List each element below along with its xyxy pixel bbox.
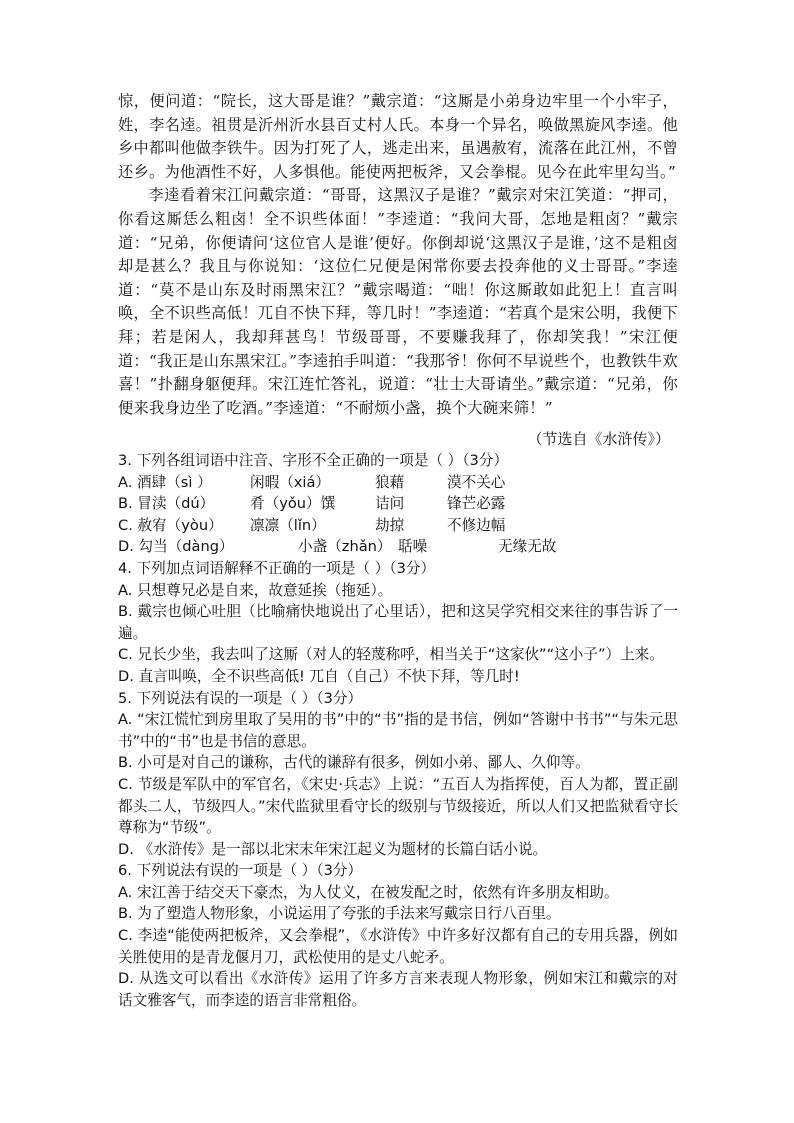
question-4-option-c: C. 兄长少坐，我去叫了这厮（对人的轻蔑称呼，相当关于“这家伙”“这小子”）上来。 [118, 646, 664, 664]
question-4-option-b: B. 戴宗也倾心吐胆（比喻痛快地说出了心里话），把和这吴学究相交来往的事告诉了一遍。 [118, 603, 678, 642]
question-5 [118, 688, 678, 861]
reading-passage [118, 90, 678, 420]
question-5-option-a: A. “宋江慌忙到房里取了吴用的书”中的“书”指的是书信，例如“答谢中书书”“与朱元思书”中的“书”也是书信的意思。 [118, 711, 678, 750]
question-4-option-a: A. 只想尊兄必是自来，故意延挨（拖延）。 [118, 581, 393, 599]
passage-source: （节选自《水浒传》） [527, 430, 670, 448]
questions-section [118, 450, 678, 1011]
option-cell: 闲暇（xiá） [250, 473, 331, 491]
question-6-option-c: C. 李逵“能使两把板斧，又会拳棍”，《水浒传》中许多好汉都有自己的专用兵器，例如关胜使用的是青龙偃月刀，武松使用的是丈八蛇矛。 [118, 927, 678, 966]
question-6-option-a: A. 宋江善于结交天下豪杰，为人仗义，在被发配之时，依然有许多朋友相助。 [118, 883, 619, 901]
question-4-stem: 4. 下列加点词语解释不正确的一项是（ ）（3分） [118, 559, 436, 577]
question-5-stem: 5. 下列说法有误的一项是（ ）（3分） [118, 689, 363, 707]
question-3 [118, 450, 678, 558]
option-cell: C. 赦宥（yòu） [118, 516, 223, 534]
question-6-option-d: D. 从选文可以看出《水浒传》运用了许多方言来表现人物形象，例如宋江和戴宗的对话文雅客气，而李逵的语言非常粗俗。 [118, 970, 678, 1009]
question-3-option-a [118, 472, 678, 494]
question-5-option-b: B. 小可是对自己的谦称，古代的谦辞有很多，例如小弟、鄙人、久仰等。 [118, 754, 590, 772]
question-4-option-d: D. 直言叫唤，全不识些高低! 兀自（自己）不快下拜，等几时! [118, 667, 520, 685]
question-6-stem: 6. 下列说法有误的一项是（ ）（3分） [118, 862, 363, 880]
option-cell: A. 酒肆（sì ） [118, 473, 212, 491]
question-5-option-c: C. 节级是军队中的军官名，《宋史·兵志》上说：“五百人为指挥使，百人为都，置正副都头二人，节级四人。”宋代监狱里看守长的级别与节级接近，所以人们又把监狱看守长尊称为“节级”。 [118, 775, 678, 837]
question-6 [118, 860, 678, 1011]
option-cell: B. 冒渎（dú） [118, 495, 215, 513]
option-cell: 凛凛（lǐn） [250, 516, 326, 534]
option-cell: 劫掠 [375, 516, 405, 534]
question-5-option-d: D. 《水浒传》是一部以北宋末年宋江起义为题材的长篇白话小说。 [118, 840, 548, 858]
option-cell: 诘问 [375, 495, 405, 513]
passage-paragraph-1: 惊，便问道：“院长，这大哥是谁？”戴宗道：“这厮是小弟身边牢里一个小牢子，姓，李名逵。祖贯是沂州沂水县百丈村人氏。本身一个异名，唤做黑旋风李逵。他乡中都叫他做李铁牛。因为打死了人，逃走出来，虽遇赦宥，流落在此江州，不曾还乡。为他酒性不好，人多惧他。能使两把板斧，又会拳棍。见今在此牢里勾当。” [118, 92, 678, 181]
option-cell: 漠不关心 [447, 473, 506, 491]
option-cell: 不修边幅 [447, 516, 506, 534]
option-cell: 锋芒必露 [447, 495, 506, 513]
question-6-option-b: B. 为了塑造人物形象，小说运用了夸张的手法来写戴宗日行八百里。 [118, 905, 561, 923]
option-cell: 狼藉 [375, 473, 405, 491]
question-3-option-b [118, 493, 678, 515]
option-cell: 无缘无故 [498, 538, 557, 556]
question-3-stem: 3. 下列各组词语中注音、字形不全正确的一项是（ ）（3分） [118, 452, 509, 469]
option-cell: D. 勾当（dàng） [118, 538, 234, 556]
question-4 [118, 558, 678, 688]
option-cell: 小盏（zhǎn） [298, 538, 392, 556]
option-cell: 聒噪 [398, 538, 428, 556]
question-3-option-d [118, 536, 678, 558]
passage-paragraph-2: 李逵看着宋江问戴宗道：“哥哥，这黑汉子是谁？”戴宗对宋江笑道：“押司，你看这厮恁么粗卤！全不识些体面！”李逵道：“我问大哥，怎地是粗卤？”戴宗道：“兄弟，你便请问‘这位官人是谁’便好。你倒却说‘这黑汉子是谁，’这不是粗卤却是甚么？我且与你说知：‘这位仁兄便是闲常你要去投奔他的义士哥哥。”李逵道：“莫不是山东及时雨黑宋江？”戴宗喝道：“咄！你这厮敢如此犯上！直言叫唤，全不识些高低！兀自不快下拜，等几时！”李逵道：“若真个是宋公明，我便下拜；若是闲人，我却拜甚鸟！节级哥哥，不要赚我拜了，你却笑我！”宋江便道：“我正是山东黑宋江。”李逵拍手叫道：“我那爷！你何不早说些个，也教铁牛欢喜！”扑翻身躯便拜。宋江连忙答礼，说道：“壮士大哥请坐。”戴宗道：“兄弟，你便来我身边坐了吃酒。”李逵道：“不耐烦小盏，换个大碗来筛！” [118, 186, 678, 417]
question-3-option-c [118, 515, 678, 537]
option-cell: 肴（yǒu）馔 [250, 495, 336, 513]
